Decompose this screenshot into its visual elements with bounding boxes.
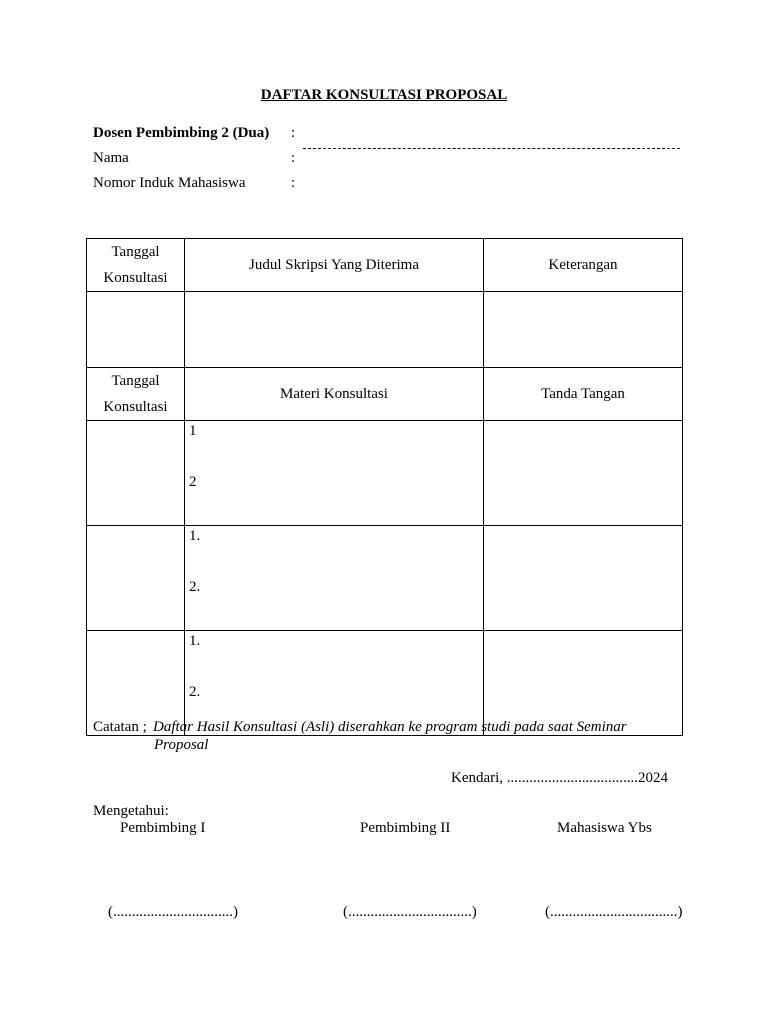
header-judul: Judul Skripsi Yang Diterima <box>185 239 484 292</box>
title-date-cell[interactable] <box>87 292 185 368</box>
signature-blank-mahasiswa: (..................................) <box>545 904 683 920</box>
header-materi: Materi Konsultasi <box>185 368 484 421</box>
header-row-1 <box>87 239 683 292</box>
row-materi-cell[interactable] <box>185 526 484 631</box>
materi-item-2: 2. <box>189 579 201 595</box>
materi-item-1: 1 <box>189 423 197 439</box>
consultation-table <box>86 238 683 736</box>
header-tanda-tangan: Tanda Tangan <box>484 368 683 421</box>
table-row <box>87 421 683 526</box>
row-materi-cell[interactable] <box>185 421 484 526</box>
row-date-cell[interactable] <box>87 526 185 631</box>
signature-title-pembimbing-2: Pembimbing II <box>360 820 451 836</box>
header-tanggal-1: Tanggal Konsultasi <box>87 239 185 292</box>
field-label-dosen: Dosen Pembimbing 2 (Dua) <box>93 125 270 141</box>
header-keterangan: Keterangan <box>484 239 683 292</box>
header-tanggal-2: Tanggal Konsultasi <box>87 368 185 421</box>
mengetahui-label: Mengetahui: <box>93 803 169 819</box>
signature-blank-pembimbing-1: (................................) <box>108 904 238 920</box>
title-keterangan-cell[interactable] <box>484 292 683 368</box>
row-date-cell[interactable] <box>87 421 185 526</box>
field-label-nim: Nomor Induk Mahasiswa <box>93 175 246 191</box>
title-row <box>87 292 683 368</box>
title-judul-cell[interactable] <box>185 292 484 368</box>
materi-item-1: 1. <box>189 528 201 544</box>
materi-item-2: 2 <box>189 474 197 490</box>
field-label-nama: Nama <box>93 150 129 166</box>
field-colon-dosen: : <box>291 125 296 141</box>
document-title: DAFTAR KONSULTASI PROPOSAL <box>260 87 508 103</box>
place-date: Kendari, ...................................2024 <box>451 770 669 786</box>
note-prefix: Catatan ; <box>93 719 147 735</box>
row-signature-cell[interactable] <box>484 421 683 526</box>
signature-title-pembimbing-1: Pembimbing I <box>120 820 206 836</box>
dosen-fill-line <box>303 148 680 149</box>
materi-item-2: 2. <box>189 684 201 700</box>
header-row-2 <box>87 368 683 421</box>
note-text-line-2: Proposal <box>154 737 209 753</box>
note-text-line-1: Daftar Hasil Konsultasi (Asli) diserahkan ke program studi pada saat Seminar <box>153 719 627 735</box>
table-row <box>87 526 683 631</box>
field-colon-nim: : <box>291 175 296 191</box>
materi-item-1: 1. <box>189 633 201 649</box>
row-signature-cell[interactable] <box>484 526 683 631</box>
field-colon-nama: : <box>291 150 296 166</box>
signature-blank-pembimbing-2: (.................................) <box>343 904 477 920</box>
signature-title-mahasiswa: Mahasiswa Ybs <box>557 820 652 836</box>
